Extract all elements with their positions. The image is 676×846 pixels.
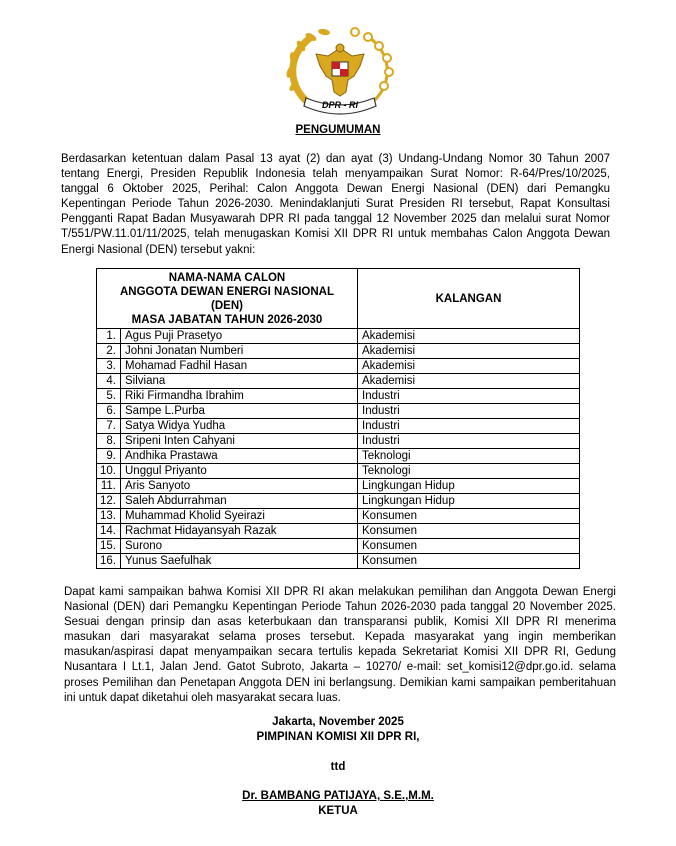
candidate-kalangan: Industri <box>358 389 580 404</box>
dpr-ri-logo <box>280 26 400 118</box>
candidate-name: Sampe L.Purba <box>121 404 358 419</box>
candidate-name: Riki Firmandha Ibrahim <box>121 389 358 404</box>
row-number: 1. <box>97 329 121 344</box>
table-row <box>97 524 580 539</box>
table-row <box>97 389 580 404</box>
table-row <box>97 359 580 374</box>
row-number: 5. <box>97 389 121 404</box>
row-number: 6. <box>97 404 121 419</box>
place-date: Jakarta, November 2025 <box>272 716 404 728</box>
row-number: 16. <box>97 554 121 569</box>
candidate-name: Yunus Saefulhak <box>121 554 358 569</box>
candidate-name: Mohamad Fadhil Hasan <box>121 359 358 374</box>
candidate-kalangan: Industri <box>358 434 580 449</box>
candidate-kalangan: Akademisi <box>358 344 580 359</box>
candidate-name: Surono <box>121 539 358 554</box>
table-row <box>97 344 580 359</box>
table-row <box>97 509 580 524</box>
header-candidate-names: NAMA-NAMA CALON ANGGOTA DEWAN ENERGI NASIONAL (DEN) MASA JABATAN TAHUN 2026-2030 <box>97 269 358 329</box>
table-row <box>97 539 580 554</box>
candidate-kalangan: Industri <box>358 419 580 434</box>
row-number: 13. <box>97 509 121 524</box>
table-row <box>97 374 580 389</box>
logo-label: DPR - RI <box>322 100 358 110</box>
ttd-mark: ttd <box>330 761 346 773</box>
candidate-table <box>96 268 580 569</box>
candidate-kalangan: Konsumen <box>358 524 580 539</box>
table-row <box>97 494 580 509</box>
row-number: 7. <box>97 419 121 434</box>
candidate-kalangan: Industri <box>358 404 580 419</box>
row-number: 11. <box>97 479 121 494</box>
row-number: 2. <box>97 344 121 359</box>
table-row <box>97 449 580 464</box>
candidate-name: Unggul Priyanto <box>121 464 358 479</box>
row-number: 10. <box>97 464 121 479</box>
row-number: 9. <box>97 449 121 464</box>
table-row <box>97 329 580 344</box>
row-number: 12. <box>97 494 121 509</box>
header-kalangan: KALANGAN <box>358 269 580 329</box>
table-row <box>97 419 580 434</box>
signatory-office: PIMPINAN KOMISI XII DPR RI, <box>256 731 420 743</box>
signatory-position: KETUA <box>318 805 358 817</box>
closing-paragraph: Dapat kami sampaikan bahwa Komisi XII DPR RI akan melakukan pemilihan dan Anggota Dewan Energi Nasional (DEN) dari Pemangku Kepentingan Periode Tahun 2026-2030 pada tanggal 20 November 2025. Sesuai dengan prinsip dan asas keterbukaan dan transparansi publik, Komisi XII DPR RI menerima masukan dari masyarakat selama proses tersebut. Kepada masyarakat yang ingin memberikan masukan/aspirasi dapat menyampaikan secara tertulis kepada Sekretariat Komisi XII DPR RI, Gedung Nusantara I Lt.1, Jalan Jend. Gatot Subroto, Jakarta – 10270/ e-mail: set_komisi12@dpr.go.id. selama proses Pemilihan dan Penetapan Anggota DEN ini berlangsung. Demikian kami sampaikan pemberitahuan ini untuk dapat diketahui oleh masyarakat secara luas. <box>64 586 616 704</box>
signatory-name: Dr. BAMBANG PATIJAYA, S.E.,M.M. <box>242 790 434 802</box>
candidate-name: Andhika Prastawa <box>121 449 358 464</box>
candidate-name: Silviana <box>121 374 358 389</box>
candidate-name: Johni Jonatan Numberi <box>121 344 358 359</box>
candidate-name: Rachmat Hidayansyah Razak <box>121 524 358 539</box>
row-number: 14. <box>97 524 121 539</box>
table-header-row <box>97 269 580 329</box>
candidate-kalangan: Teknologi <box>358 449 580 464</box>
row-number: 15. <box>97 539 121 554</box>
candidate-kalangan: Teknologi <box>358 464 580 479</box>
table-row <box>97 434 580 449</box>
candidate-name: Agus Puji Prasetyo <box>121 329 358 344</box>
candidate-kalangan: Konsumen <box>358 509 580 524</box>
candidate-kalangan: Konsumen <box>358 539 580 554</box>
row-number: 4. <box>97 374 121 389</box>
candidate-kalangan: Lingkungan Hidup <box>358 479 580 494</box>
candidate-name: Saleh Abdurrahman <box>121 494 358 509</box>
document-title: PENGUMUMAN <box>295 124 381 136</box>
table-row <box>97 404 580 419</box>
intro-paragraph: Berdasarkan ketentuan dalam Pasal 13 ayat (2) dan ayat (3) Undang-Undang Nomor 30 Tahun 2007 tentang Energi, Presiden Republik Indonesia telah menyampaikan Surat Nomor: R-64/Pres/10/2025, tanggal 6 Oktober 2025, Perihal: Calon Anggota Dewan Energi Nasional (DEN) dari Pemangku Kepentingan Periode Tahun 2026-2030. Menindaklanjuti Surat Presiden RI tersebut, Rapat Konsultasi Pengganti Rapat Badan Musyawarah DPR RI pada tanggal 12 November 2025 dan melalui surat Nomor T/551/PW.11.01/11/2025, telah menugaskan Komisi XII DPR RI untuk membahas Calon Anggota Dewan Energi Nasional (DEN) tersebut yakni: <box>61 153 610 256</box>
row-number: 8. <box>97 434 121 449</box>
table-row <box>97 554 580 569</box>
candidate-kalangan: Konsumen <box>358 554 580 569</box>
candidate-name: Muhammad Kholid Syeirazi <box>121 509 358 524</box>
candidate-kalangan: Lingkungan Hidup <box>358 494 580 509</box>
candidate-name: Sripeni Inten Cahyani <box>121 434 358 449</box>
candidate-name: Satya Widya Yudha <box>121 419 358 434</box>
table-row <box>97 464 580 479</box>
candidate-kalangan: Akademisi <box>358 374 580 389</box>
row-number: 3. <box>97 359 121 374</box>
candidate-kalangan: Akademisi <box>358 329 580 344</box>
candidate-kalangan: Akademisi <box>358 359 580 374</box>
table-row <box>97 479 580 494</box>
candidate-name: Aris Sanyoto <box>121 479 358 494</box>
